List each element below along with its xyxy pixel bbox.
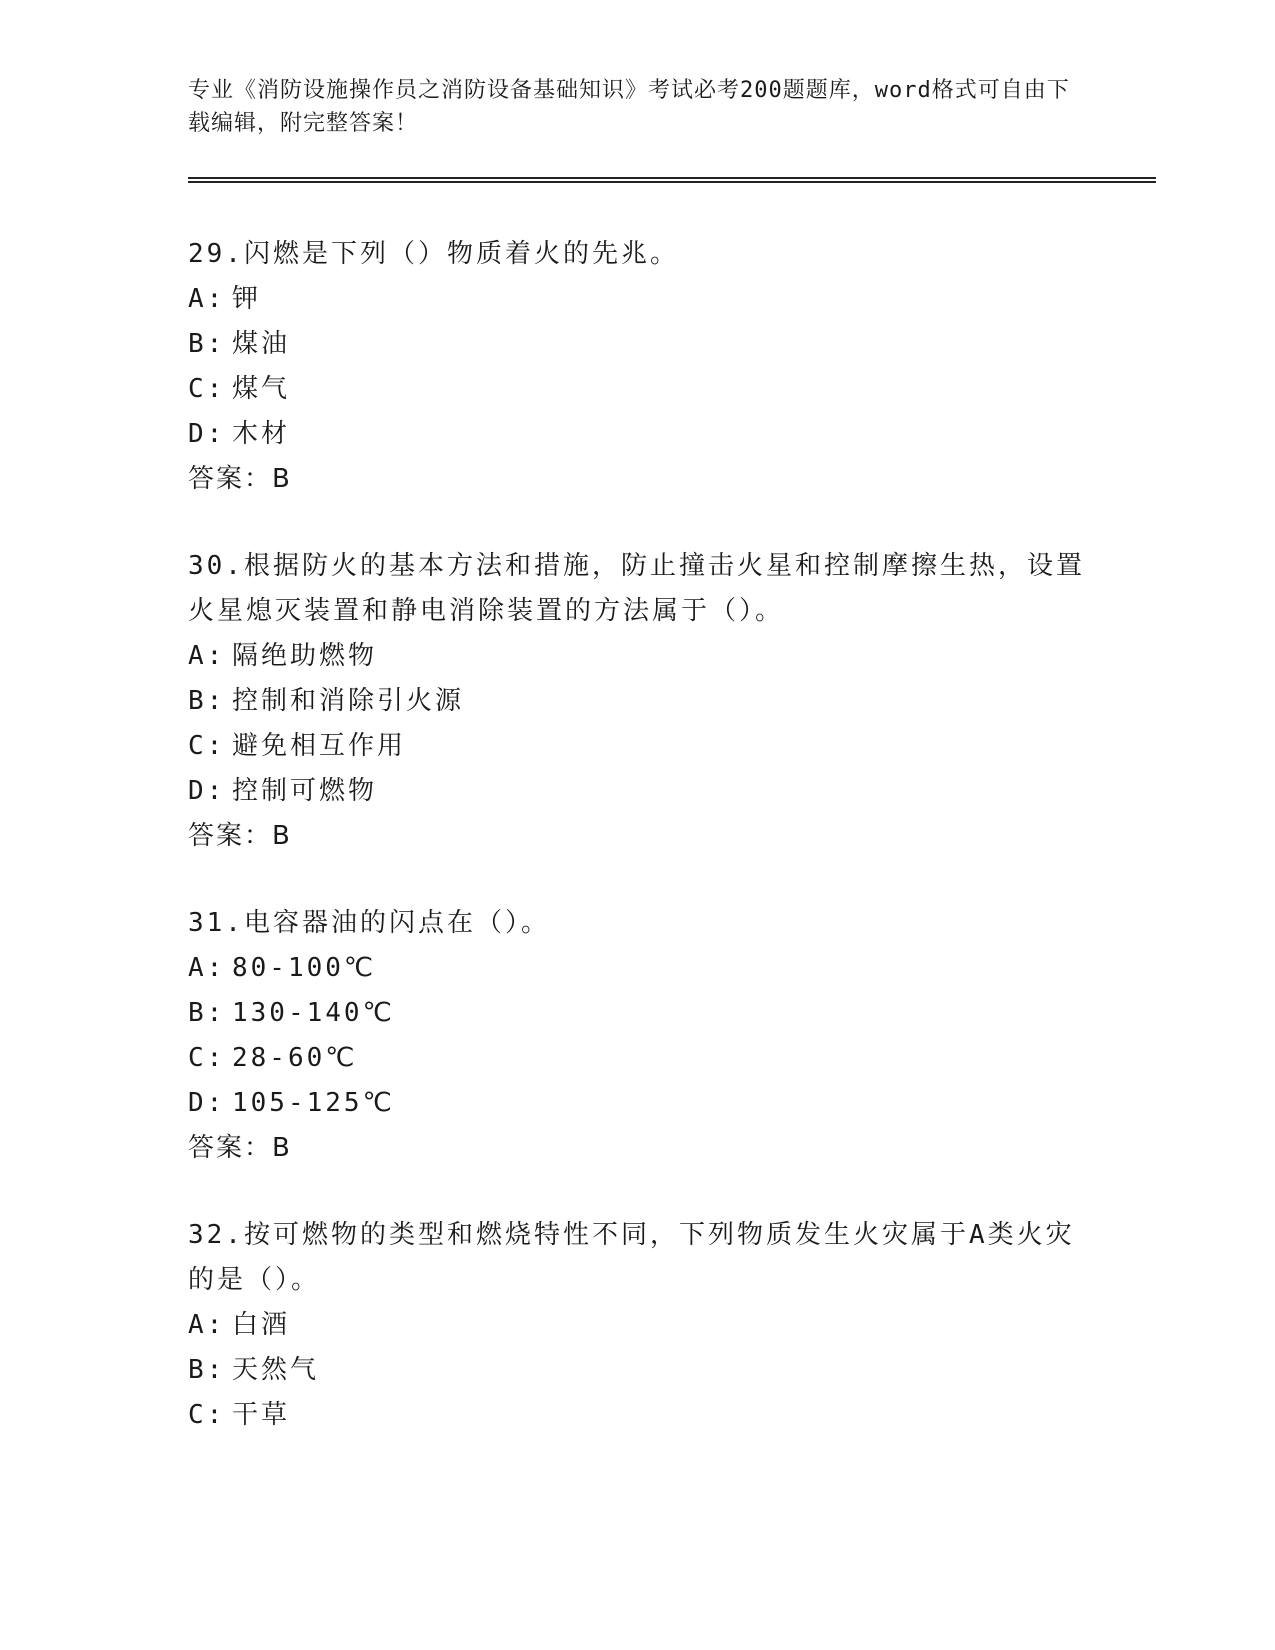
question-stem: 30.根据防火的基本方法和措施，防止撞击火星和控制摩擦生热，设置火星熄灭装置和静电消除装置的方法属于（）。: [188, 551, 1085, 626]
option-text: 白酒: [232, 1310, 291, 1340]
option-b: [188, 679, 1088, 724]
question-list: [188, 232, 1088, 1480]
option-letter: C:: [188, 374, 226, 404]
answer-line: 答案：B: [188, 821, 292, 851]
option-d: [188, 412, 1088, 457]
option-letter: A:: [188, 1310, 226, 1340]
option-letter: D:: [188, 776, 226, 806]
option-a: [188, 946, 1088, 991]
question-stem: 31.电容器油的闪点在（）。: [188, 908, 550, 938]
option-a: [188, 277, 1088, 322]
option-text: 煤油: [232, 329, 291, 359]
option-b: [188, 322, 1088, 367]
option-text: 80-100℃: [232, 953, 377, 983]
option-letter: B:: [188, 1355, 226, 1385]
option-b: [188, 991, 1088, 1036]
answer-line: 答案：B: [188, 464, 292, 494]
option-text: 避免相互作用: [232, 731, 407, 761]
option-letter: B:: [188, 329, 226, 359]
option-text: 隔绝助燃物: [232, 641, 378, 671]
option-letter: B:: [188, 686, 226, 716]
option-letter: D:: [188, 1088, 226, 1118]
option-d: [188, 769, 1088, 814]
option-b: [188, 1348, 1088, 1393]
option-text: 钾: [232, 284, 262, 314]
option-letter: C:: [188, 1400, 226, 1430]
option-text: 控制可燃物: [232, 776, 378, 806]
option-text: 煤气: [232, 374, 291, 404]
option-letter: A:: [188, 641, 226, 671]
option-text: 130-140℃: [232, 998, 395, 1028]
question-stem: 29.闪燃是下列（）物质着火的先兆。: [188, 239, 679, 269]
question-31: [188, 901, 1088, 1171]
option-a: [188, 634, 1088, 679]
option-text: 木材: [232, 419, 291, 449]
option-text: 干草: [232, 1400, 291, 1430]
option-text: 天然气: [232, 1355, 320, 1385]
option-c: [188, 1393, 1088, 1438]
option-d: [188, 1081, 1088, 1126]
document-header: 专业《消防设施操作员之消防设备基础知识》考试必考200题题库，word格式可自由下载编辑，附完整答案！: [188, 78, 1070, 136]
answer-line: 答案：B: [188, 1133, 292, 1163]
option-a: [188, 1303, 1088, 1348]
option-letter: A:: [188, 953, 226, 983]
option-c: [188, 1036, 1088, 1081]
header-double-rule: [188, 177, 1156, 183]
option-letter: C:: [188, 731, 226, 761]
option-text: 控制和消除引火源: [232, 686, 465, 716]
option-text: 105-125℃: [232, 1088, 395, 1118]
option-letter: A:: [188, 284, 226, 314]
option-c: [188, 724, 1088, 769]
option-letter: C:: [188, 1043, 226, 1073]
question-29: [188, 232, 1088, 502]
question-stem: 32.按可燃物的类型和燃烧特性不同，下列物质发生火灾属于A类火灾的是（）。: [188, 1220, 1075, 1295]
question-30: [188, 544, 1088, 859]
option-text: 28-60℃: [232, 1043, 358, 1073]
question-32: [188, 1213, 1088, 1438]
option-letter: B:: [188, 998, 226, 1028]
option-c: [188, 367, 1088, 412]
option-letter: D:: [188, 419, 226, 449]
